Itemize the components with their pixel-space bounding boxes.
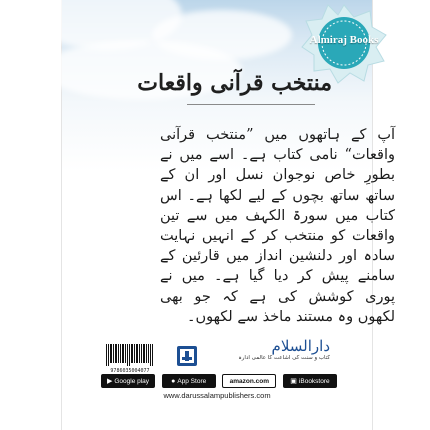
publisher-tagline: کتاب و سنت کی اشاعت کا عالمی ادارہ	[238, 355, 330, 361]
google-play-badge[interactable]	[101, 374, 155, 388]
barcode-bars	[106, 344, 154, 366]
book-icon: ▣	[290, 377, 297, 385]
book-title: منتخب قرآنی واقعات	[137, 70, 332, 96]
almiraj-books-badge	[300, 3, 388, 85]
isbn-barcode	[102, 342, 158, 374]
badge-label: Almiraj Books	[309, 34, 379, 46]
title-underline	[187, 104, 315, 105]
store-label: Google play	[114, 377, 150, 385]
publisher-website: www.darussalampublishers.com	[163, 391, 271, 400]
publisher-logo	[238, 337, 330, 371]
app-store-badge[interactable]	[162, 374, 216, 388]
description-paragraph: آپ کے ہاتھوں میں ”منتخب قرآنی واقعات“ نامی کتاب ہے۔ اسے میں نے بطورِ خاص نوجوان نسل اور ان کے ساتھ ساتھ بچوں کے لیے لکھا ہے۔ اس کتاب میں سورۃ الکہف میں سے تین واقعات کو منتخب کر کے انہیں نہایت سادہ اور دلنشین انداز میں قارئین کے سامنے پیش کر دیا گیا ہے۔ میں نے پوری کوشش کی ہے کہ جو بھی لکھوں وہ مستند ماخذ سے لکھوں۔	[160, 127, 395, 325]
isbn-number: 9786035004077	[110, 368, 150, 374]
amazon-badge[interactable]	[222, 374, 276, 388]
ibookstore-badge[interactable]	[283, 374, 337, 388]
store-label: iBookstore	[298, 377, 330, 385]
publisher-emblem-icon	[176, 345, 198, 367]
description-text	[160, 125, 395, 327]
store-label: App Store	[177, 377, 207, 385]
apple-icon: ●	[171, 377, 176, 385]
play-icon: ▶	[106, 377, 113, 385]
store-badges	[101, 374, 337, 388]
store-label: amazon.com	[229, 377, 269, 385]
publisher-name: دارالسلام	[271, 337, 330, 355]
